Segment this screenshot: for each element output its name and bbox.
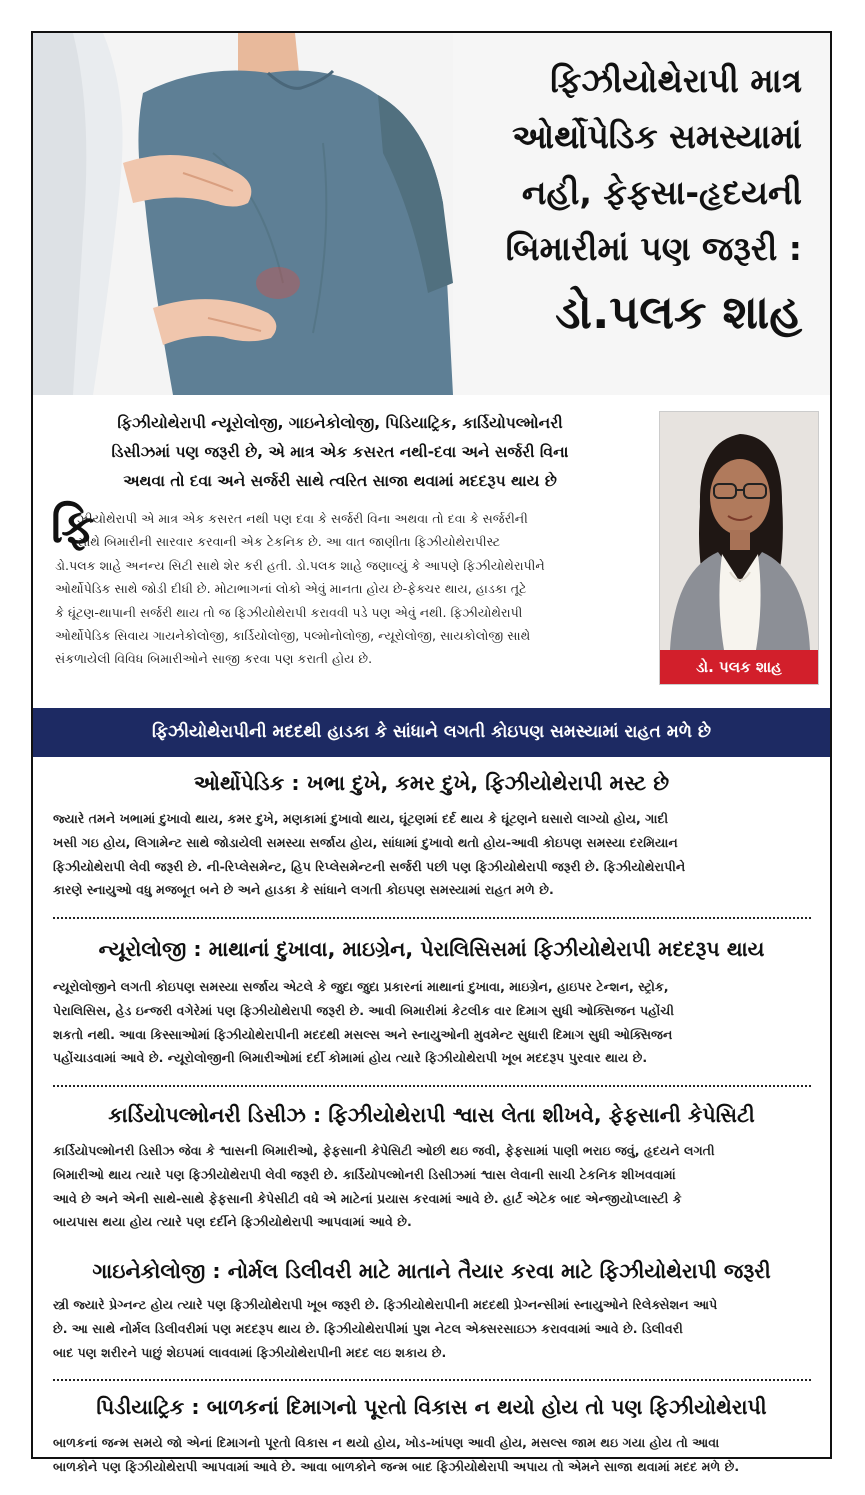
section-line: પહોંચાડવામાં આવે છે. ન્યૂરોલોજીની બિમારીઓમાં દર્દી કોમામાં હોય ત્યારે ફિઝીયોથેરાપી ખૂબ મદદરૂપ પુરવાર થાય છે. [53, 1050, 648, 1066]
section-line: છે. આ સાથે નોર્મલ ડિલીવરીમાં પણ મદદરૂપ થાય છે. ફિઝીયોથેરાપીમાં પુશ નેટલ એક્સરસાઇઝ કરાવવામાં આવે છે. ડિલીવરી [53, 1320, 683, 1336]
section-line: શકતો નથી. આવા કિસ્સાઓમાં ફિઝીયોથેરાપીની મદદથી મસલ્સ અને સ્નાયુઓની મુવમેન્ટ સુધારી દિમાગ સુધી ઓક્સિજન [53, 1026, 673, 1042]
back-pain-photo [33, 33, 453, 395]
section-body [53, 1431, 813, 1479]
section-heading: ન્યૂરોલોજી : માથાનાં દુખાવા, માઇગ્રેન, પેરાલિસિસમાં ફિઝીયોથેરાપી મદદરૂપ થાય [98, 937, 765, 961]
section-line: ખસી ગઇ હોય, લિગામેન્ટ સાથે જોડાયેલી સમસ્યા સર્જાય હોય, સાંધામાં દુખાવો થતો હોય-આવી કોઇપણ સમસ્યા દરમિયાન [53, 834, 678, 850]
dotted-divider [53, 1379, 811, 1381]
section-line: બાળકનાં જન્મ સમયે જો એનાં દિમાગનો પૂરતો વિકાસ ન થયો હોય, ખોડ-ખાંપણ આવી હોય, મસલ્સ જામ થઇ ગયા હોય તો આવા [53, 1435, 720, 1450]
intro-line: ડો.પલક શાહે અનન્ય સિટી સાથે શેર કરી હતી. ડો.પલક શાહે જણાવ્યું કે આપણે ફિઝીયોથેરાપીને [55, 557, 545, 573]
section-line: આવે છે અને એની સાથે-સાથે ફેફસાની કેપેસીટી વધે એ માટેનાં પ્રયાસ કરવામાં આવે છે. હાર્ટ એટેક બાદ એન્જીયોપ્લાસ્ટી કે [53, 1190, 682, 1206]
headline-name: ડો.પલક શાહ [555, 285, 802, 339]
section-line: બાળકોને પણ ફિઝીયોથેરાપી આપવામાં આવે છે. આવા બાળકોને જન્મ બાદ ફિઝીયોથેરાપી અપાય તો એમને સાજા થવામાં મદદ મળે છે. [53, 1458, 740, 1474]
section-line: બાયપાસ થયા હોય ત્યારે પણ દર્દીને ફિઝીયોથેરાપી આપવામાં આવે છે. [53, 1214, 412, 1230]
intro-line: કે ઘૂંટણ-થાપાની સર્જરી થાય તો જ ફિઝીયોથેરાપી કરાવવી પડે પણ એવું નથી. ફિઝીયોથેરાપી [55, 604, 523, 620]
section-body [53, 1293, 813, 1364]
lead-line: અથવા તો દવા અને સર્જરી સાથે ત્વરિત સાજા થવામાં મદદરૂપ થાય છે [123, 472, 557, 490]
section-line: ફિઝીયોથેરાપી લેવી જરૂરી છે. ની-રિપ્લેસમેન્ટ, હિપ રિપ્લેસમેન્ટની સર્જરી પછી પણ ફિઝીયોથેરાપી જરૂરી છે. ફિઝીયોથેરાપીને [53, 858, 686, 874]
section-body [53, 807, 813, 902]
headline-line: ઓર્થોપેડિક સમસ્યામાં [512, 117, 802, 156]
article-page [31, 31, 832, 1474]
intro [33, 395, 830, 708]
section-line: બાદ પણ શરીરને પાછું શેઇપમાં લાવવામાં ફિઝીયોથેરાપીની મદદ લઇ શકાય છે. [53, 1344, 447, 1360]
section-heading: કાર્ડિયોપલ્મોનરી ડિસીઝ : ફિઝીયોથેરાપી શ્વાસ લેતા શીખવે, ફેફસાની કેપેસિટી [108, 1103, 755, 1127]
lead-paragraph [51, 409, 629, 496]
portrait-caption: ડો. પલક શાહ [660, 650, 818, 684]
dotted-divider [53, 917, 811, 919]
hero [33, 33, 830, 395]
section-line: પેરાલિસિસ, હેડ ઇન્જરી વગેરેમાં પણ ફિઝીયોથેરાપી જરૂરી છે. આવી બિમારીમાં કેટલીક વાર દિમાગ સુધી ઓક્સિજન પહોંચી [53, 1002, 674, 1018]
section-line: જ્યારે તમને ખભામાં દુખાવો થાય, કમર દુખે, મણકામાં દુખાવો થાય, ઘૂંટણમાં દર્દ થાય કે ઘૂંટણને ઘસારો લાગ્યો હોય, ગાદી [53, 811, 669, 826]
portrait-photo [660, 412, 818, 650]
section-line: કાર્ડિયોપલ્મોનરી ડિસીઝ જેવા કે શ્વાસની બિમારીઓ, ફેફસાની કેપેસિટી ઓછી થઇ જવી, ફેફસામાં પાણી ભરાઇ જવું, હૃદયને લગતી [53, 1143, 715, 1158]
intro-line: ઓર્થોપેડિક સાથે જોડી દીધી છે. મોટાભાગનાં લોકો એવું માનતા હોય છે-ફેક્ચર થાય, હાડકા તૂટે [55, 581, 527, 597]
section-body [53, 975, 813, 1070]
section-line: સ્ત્રી જ્યારે પ્રેગ્નન્ટ હોય ત્યારે પણ ફિઝીયોથેરાપી ખૂબ જરૂરી છે. ફિઝીયોથેરાપીની મદદથી પ્રેગ્નન્સીમાં સ્નાયુઓને રિલેક્સેશન આપે [53, 1297, 718, 1312]
intro-line: ઝીયોથેરાપી એ માત્ર એક કસરત નથી પણ દવા કે સર્જરી વિના અથવા તો દવા કે સર્જરીની [77, 511, 528, 526]
intro-line: સંકળાયેલી વિવિધ બિમારીઓને સાજી કરવા પણ કરાતી હોય છે. [55, 651, 373, 667]
intro-body [55, 507, 629, 671]
section-body [53, 1139, 813, 1234]
lead-line: ફિઝીયોથેરાપી ન્યૂરોલોજી, ગાઇનેકોલોજી, પિડિયાટ્રિક, કાર્ડિયોપલ્મોનરી [117, 414, 563, 432]
headline-line: બિમારીમાં પણ જરૂરી : [505, 229, 802, 268]
section-heading: ઓર્થોપેડિક : ખભા દુખે, કમર દુખે, ફિઝીયોથેરાપી મસ્ટ છે [193, 771, 670, 795]
portrait [659, 411, 819, 685]
headline-line: ફિઝીયોથેરાપી માત્ર [550, 61, 802, 100]
section-line: બિમારીઓ થાય ત્યારે પણ ફિઝીયોથેરાપી લેવી જરૂરી છે. કાર્ડિયોપલ્મોનરી ડિસીઝમાં શ્વાસ લેવાની સાચી ટેકનિક શીખવવામાં [53, 1166, 676, 1182]
intro-line: ઓર્થોપેડિક સિવાય ગાયનેકોલોજી, કાર્ડિયોલોજી, પલ્મોનોલોજી, ન્યૂરોલોજી, સાયકોલોજી સાથે [55, 628, 531, 644]
headline [442, 53, 802, 347]
dotted-divider [53, 1085, 811, 1087]
headline-line: નહી, ફેફસા-હૃદયની [521, 173, 802, 212]
section-heading: પિડીયાટ્રિક : બાળકનાં દિમાગનો પૂરતો વિકાસ ન થયો હોય તો પણ ફિઝીયોથેરાપી [96, 1395, 767, 1419]
intro-line: સાથે બિમારીની સારવાર કરવાની એક ટેકનિક છે. આ વાત જાણીતા ફિઝીયોથેરાપીસ્ટ [77, 534, 501, 550]
section-line: કારણે સ્નાયુઓ વધુ મજબૂત બને છે અને હાડકા કે સાંધાને લગતી કોઇપણ સમસ્યામાં રાહત મળે છે. [53, 882, 554, 898]
section-banner: ફિઝીયોથેરાપીની મદદથી હાડકા કે સાંધાને લગતી કોઇપણ સમસ્યામાં રાહત મળે છે [33, 708, 830, 757]
section-heading: ગાઇનેકોલોજી : નોર્મલ ડિલીવરી માટે માતાને તૈયાર કરવા માટે ફિઝીયોથેરાપી જરૂરી [92, 1259, 771, 1283]
lead-line: ડિસીઝમાં પણ જરૂરી છે, એ માત્ર એક કસરત નથી-દવા અને સર્જરી વિના [111, 443, 569, 461]
drop-cap: ફિ [51, 499, 95, 553]
section-line: ન્યૂરોલોજીને લગતી કોઇપણ સમસ્યા સર્જાય એટલે કે જુદા જુદા પ્રકારનાં માથાનાં દુખાવા, માઇગ્રેન, હાઇપર ટેન્શન, સ્ટ્રોક, [53, 979, 669, 994]
